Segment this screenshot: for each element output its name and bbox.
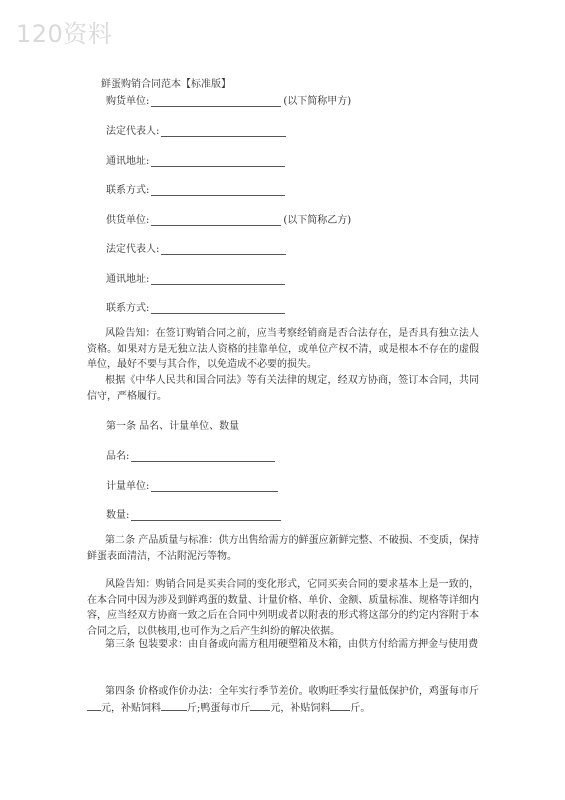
article4-text-a: 第四条 价格或作价办法：全年实行季节差价。收购旺季实行量低保护价，鸡蛋每市斤 (105, 686, 479, 697)
seller-contact-blank[interactable] (151, 302, 285, 314)
article2-text: 第二条 产品质量与标准：供方出售给需方的鲜蛋应新鲜完整、不破损、不变质，保持鲜蛋表面清洁，不沾附泥污等物。 (87, 535, 479, 562)
buyer-legal-rep-label: 法定代表人: (106, 126, 160, 137)
risk-notice-2-text: 风险告知：购销合同是买卖合同的变化形式，它同买卖合同的要求基本上是一致的，在本合同中因为涉及到鲜鸡蛋的数量、计量价格、单价、金额、质量标准、规格等详细内容，应当经双方协商一致之后在合同中列明或者以附表的形式将这部分的约定内容附于本合同之后，以供核用,也可作为之后产生纠纷的解决依据。 (87, 579, 479, 637)
buyer-contact-blank[interactable] (151, 184, 285, 196)
seller-unit-label: 供货单位: (106, 215, 150, 226)
product-name-field (106, 447, 275, 462)
document-title: 鲜蛋购销合同范本【标准版】 (101, 79, 231, 90)
buyer-unit-label: 购货单位: (106, 96, 150, 107)
buyer-address-label: 通讯地址: (106, 156, 150, 167)
seller-unit-blank[interactable] (151, 214, 281, 226)
seller-unit-field (106, 211, 351, 226)
article2 (87, 533, 479, 564)
seller-address-field (106, 270, 285, 285)
risk-notice-1-text: 风险告知：在签订购销合同之前，应当考察经销商是否合法存在，是否具有独立法人资格。如果对方是无独立法人资格的挂靠单位，或单位产权不清，或是根本不存在的虚假单位，最好不要与其合作，以免造成不必要的损失。 (87, 328, 479, 370)
buyer-legal-rep-field (106, 122, 286, 137)
buyer-address-field (106, 152, 285, 167)
risk-notice-2 (87, 577, 479, 639)
duck-egg-price-blank[interactable] (250, 700, 270, 711)
seller-legal-rep-field (106, 240, 286, 255)
measure-unit-field (106, 477, 278, 492)
article4-text-d: 元，补贴饲料 (270, 703, 331, 714)
seller-legal-rep-blank[interactable] (161, 243, 286, 255)
quantity-blank[interactable] (131, 509, 281, 521)
product-name-blank[interactable] (131, 450, 275, 462)
article3-text: 第三条 包装要求：由自备或向需方租用硬塑箱及木箱，由供方付给需方押金与使用费 (105, 639, 479, 650)
seller-legal-rep-label: 法定代表人: (106, 244, 160, 255)
quantity-label: 数量: (106, 510, 130, 521)
buyer-unit-blank[interactable] (151, 95, 281, 107)
article3 (87, 637, 479, 653)
buyer-unit-suffix: (以下简称甲方) (283, 96, 352, 107)
buyer-contact-field (106, 181, 285, 196)
seller-contact-field (106, 299, 285, 314)
article4-text-e: 斤。 (350, 703, 371, 714)
buyer-address-blank[interactable] (151, 155, 285, 167)
buyer-contact-label: 联系方式: (106, 185, 150, 196)
egg-feed-blank[interactable] (161, 700, 187, 711)
legal-basis-text: 根据《中华人民共和国合同法》等有关法律的规定，经双方协商，签订本合同，共同信守，严格履行。 (87, 375, 479, 402)
article4-text-c: 斤;鸭蛋每市斤 (187, 703, 251, 714)
article1-heading: 第一条 品名、计量单位、数量 (106, 421, 240, 432)
seller-contact-label: 联系方式: (106, 303, 150, 314)
article4 (87, 683, 479, 717)
seller-unit-suffix: (以下简称乙方) (283, 215, 352, 226)
article4-text-b: 元，补贴饲料 (101, 703, 161, 714)
measure-unit-blank[interactable] (151, 480, 278, 492)
legal-basis (87, 373, 479, 404)
buyer-unit-field (106, 92, 351, 107)
watermark: 120资料 (16, 20, 113, 48)
quantity-field (106, 506, 281, 521)
seller-address-label: 通讯地址: (106, 274, 150, 285)
measure-unit-label: 计量单位: (106, 481, 150, 492)
egg-price-blank[interactable] (87, 700, 101, 711)
risk-notice-1 (87, 326, 479, 373)
product-name-label: 品名: (106, 451, 130, 462)
seller-address-blank[interactable] (151, 273, 285, 285)
buyer-legal-rep-blank[interactable] (161, 125, 286, 137)
duck-feed-blank[interactable] (330, 700, 350, 711)
